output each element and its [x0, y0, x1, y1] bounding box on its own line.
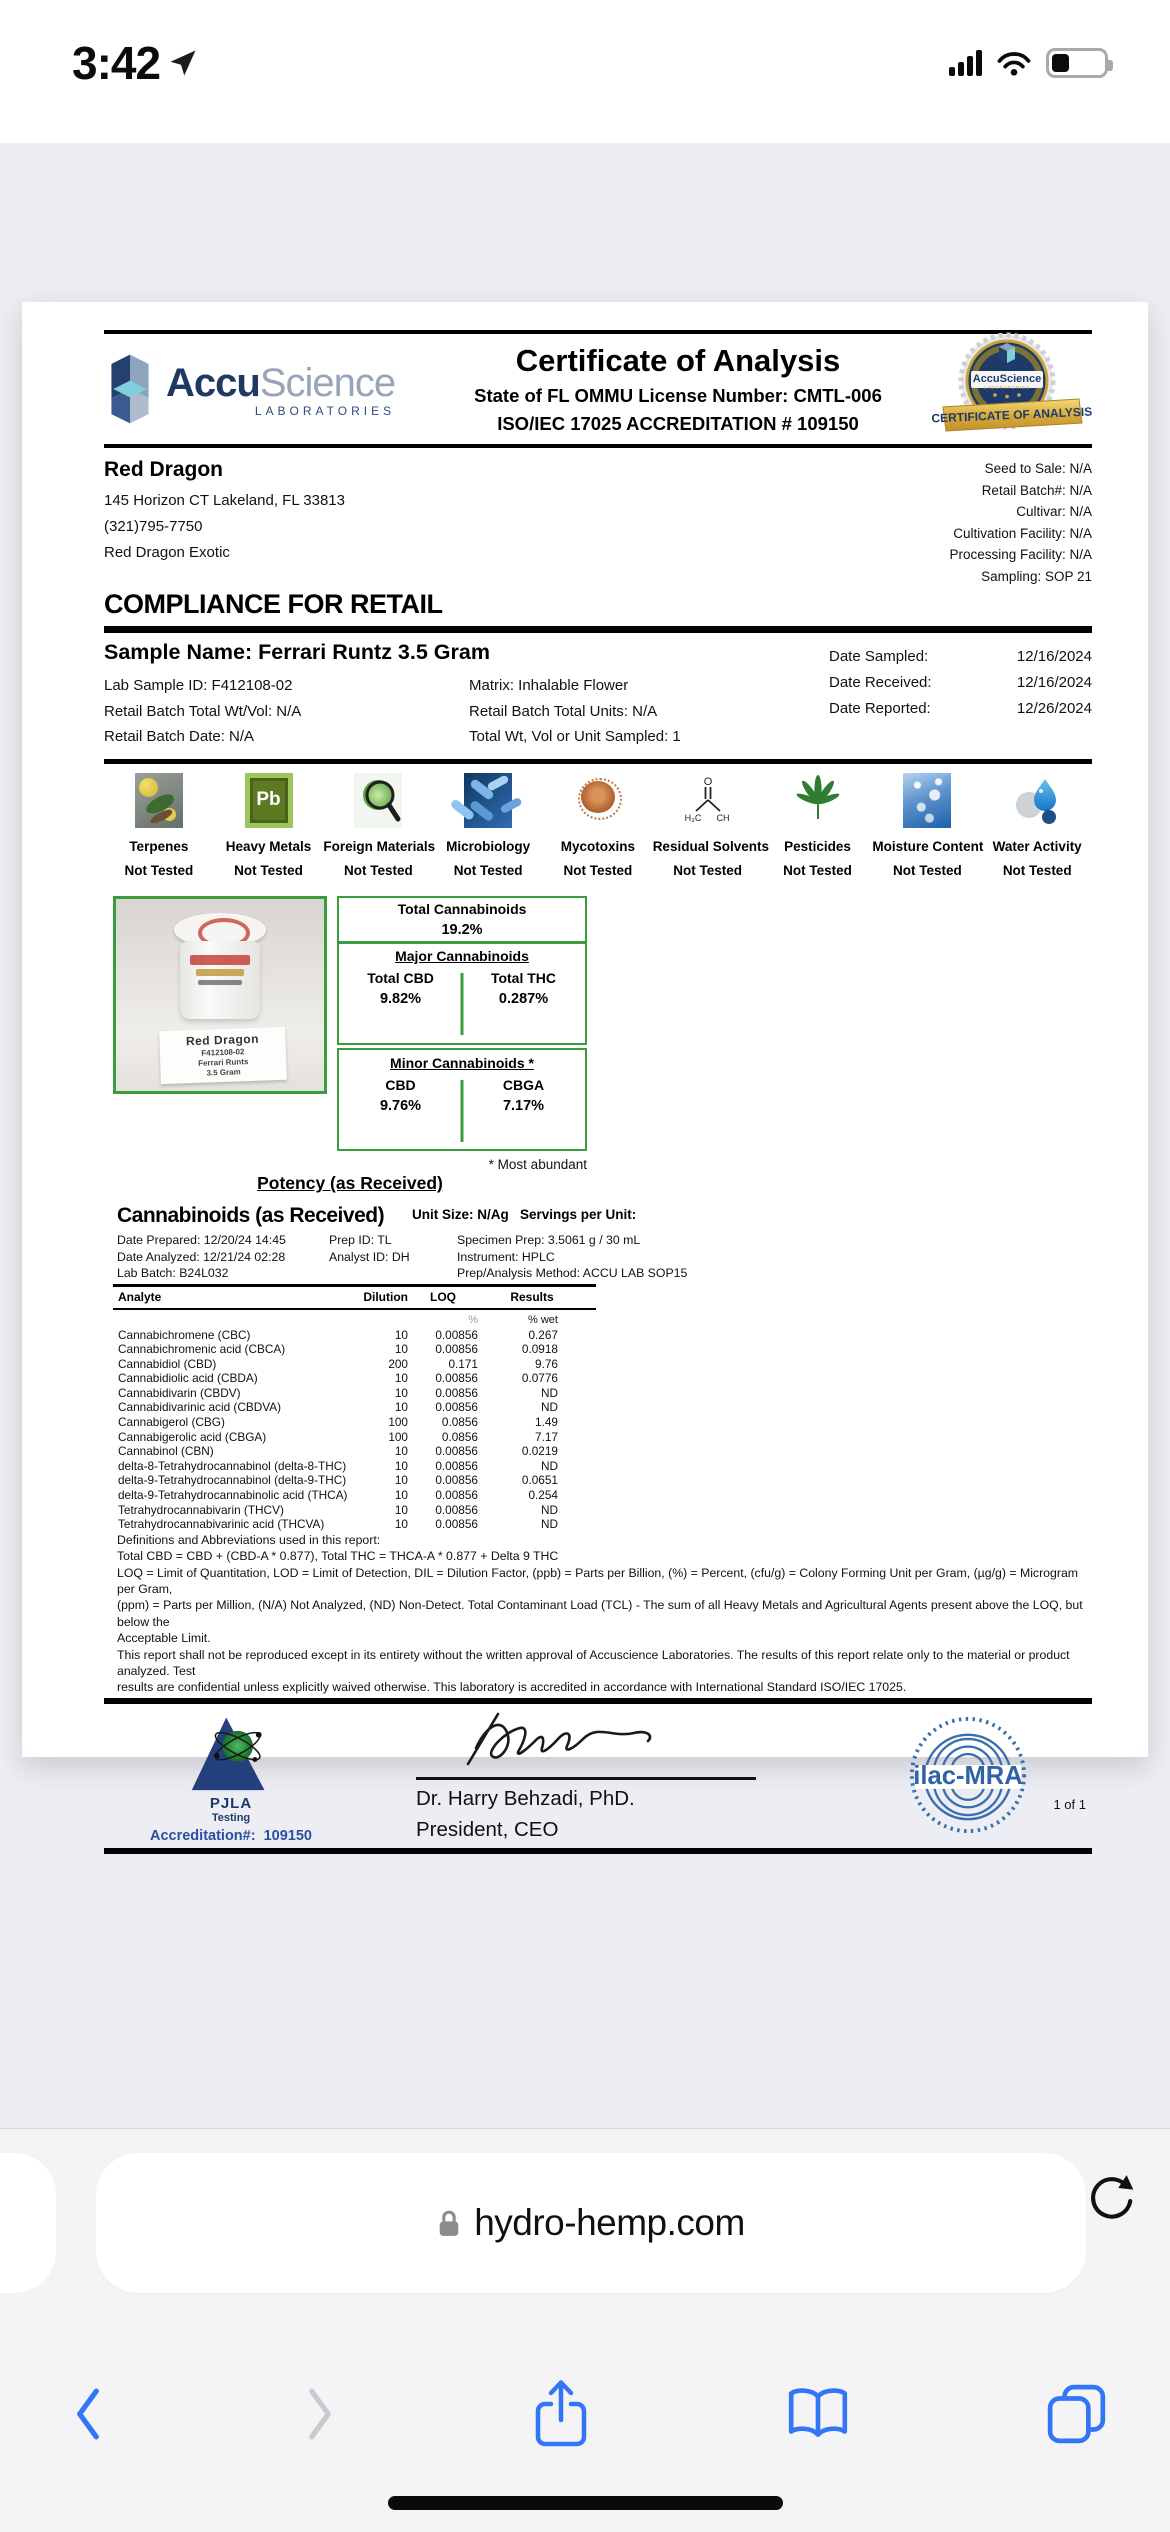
definitions-line: (ppm) = Parts per Million, (N/A) Not Analyzed, (ND) Non-Detect. Total Contaminant Load (TCL) - The sum of all Heavy Metals and Agricultural Agents present above the LOQ, but below the	[117, 1598, 1083, 1629]
test-mycotoxins: Mycotoxins Not Tested	[543, 773, 653, 878]
product-photo	[113, 896, 327, 1094]
certificate-seal-badge	[922, 333, 1092, 445]
residual-solvents-icon	[684, 773, 732, 828]
document-header	[104, 330, 1092, 448]
total-cannabinoids-box: Total Cannabinoids 19.2%	[337, 896, 587, 944]
adjacent-tab-card[interactable]	[0, 2153, 56, 2293]
client-dba: Red Dragon Exotic	[104, 544, 230, 561]
matrix: Matrix: Inhalable Flower	[469, 677, 629, 694]
test-water-activity: Water Activity Not Tested	[982, 773, 1092, 878]
test-microbiology: Microbiology Not Tested	[433, 773, 543, 878]
test-terpenes: Terpenes Not Tested	[104, 773, 214, 878]
microbiology-icon	[464, 773, 512, 828]
cannabinoids-section-title: Cannabinoids (as Received)	[117, 1204, 385, 1227]
table-row: Tetrahydrocannabivarin (THCV) 10 0.00856 ND	[118, 1502, 558, 1517]
pjla-accreditation: PJLA Testing Accreditation#: 109150	[106, 1706, 356, 1844]
forward-icon	[302, 2387, 338, 2441]
pjla-logo	[176, 1706, 286, 1794]
svg-text:H₃C: H₃C	[684, 812, 702, 823]
table-row: Cannabichromenic acid (CBCA) 10 0.00856 0.0918	[118, 1342, 558, 1357]
cbd-value: 9.76%	[379, 1098, 422, 1114]
test-heavy-metals: Pb Heavy Metals Not Tested	[214, 773, 324, 878]
heavy-metals-icon: Pb	[245, 773, 293, 828]
logo-science: Science	[259, 360, 396, 405]
client-address: 145 Horizon CT Lakeland, FL 33813	[104, 492, 345, 509]
test-foreign-materials: Foreign Materials Not Tested	[323, 773, 433, 878]
table-row: Cannabidiolic acid (CBDA) 10 0.00856 0.0776	[118, 1371, 558, 1386]
batch-detail-line: Cultivation Facility: N/A	[953, 525, 1092, 541]
bookmarks-button[interactable]	[785, 2386, 851, 2447]
svg-text:ilac-MRA: ilac-MRA	[913, 1761, 1024, 1790]
prep-id: Prep ID: TL	[329, 1233, 392, 1247]
most-abundant-note: * Most abundant	[488, 1157, 587, 1172]
sample-info	[104, 633, 1092, 764]
date-received-value: 12/16/2024	[1016, 674, 1092, 691]
table-row: Cannabigerolic acid (CBGA) 100 0.0856 7.17	[118, 1429, 558, 1444]
reload-icon	[1084, 2173, 1138, 2227]
jar-body	[180, 941, 260, 1019]
batch-detail-line: Cultivar: N/A	[1016, 504, 1092, 519]
cbga-value: 7.17%	[502, 1098, 545, 1114]
signature	[446, 1708, 726, 1770]
foreign-materials-icon	[354, 773, 402, 828]
client-name: Red Dragon	[104, 458, 224, 481]
safari-toolbar	[0, 2128, 1170, 2532]
lab-sample-id: Lab Sample ID: F412108-02	[104, 677, 293, 694]
instrument: Instrument: HPLC	[457, 1249, 555, 1264]
batch-detail-line: Processing Facility: N/A	[949, 547, 1092, 562]
document-footer	[104, 1704, 1092, 1854]
retail-batch-units: Retail Batch Total Units: N/A	[469, 702, 658, 720]
batch-detail-line: Seed to Sale: N/A	[984, 461, 1092, 476]
clock-time: 3:42	[72, 37, 161, 89]
accreditation-line: ISO/IEC 17025 ACCREDITATION # 109150	[497, 413, 859, 434]
accreditation-number: Accreditation#: 109150	[150, 1827, 312, 1844]
analyst-id: Analyst ID: DH	[329, 1249, 410, 1264]
mycotoxins-icon	[574, 773, 622, 828]
date-reported-value: 12/26/2024	[1016, 700, 1092, 717]
definitions-line: LOQ = Limit of Quantitation, LOD = Limit of Detection, DIL = Dilution Factor, (ppb) = Parts per Billion, (%) = Percent, (cfu/g) = Colony Forming Unit per Gram, (µg/g) = Microgram per Gram,	[117, 1565, 1079, 1597]
batch-detail-line: Sampling: SOP 21	[981, 568, 1092, 584]
accuscience-logo-mark	[104, 351, 156, 427]
table-header-row: Analyte Dilution LOQ Results	[113, 1287, 596, 1310]
share-icon	[533, 2378, 589, 2450]
date-reported-label: Date Reported:	[829, 700, 931, 717]
svg-text:LABORATORIES: LABORATORIES	[983, 385, 1031, 390]
table-row: Cannabidivarinic acid (CBDVA) 10 0.00856 ND	[118, 1400, 558, 1415]
share-button[interactable]	[533, 2378, 589, 2455]
table-row: Cannabidivarin (CBDV) 10 0.00856 ND	[118, 1385, 558, 1400]
svg-text:CERTIFICATE OF ANALYSIS: CERTIFICATE OF ANALYSIS	[931, 404, 1093, 426]
definitions-line: results are confidential unless explicitly waived otherwise. This laboratory is accredited in accordance with International Standard ISO/IEC 17025.	[117, 1680, 907, 1695]
definitions-line: Total CBD = CBD + (CBD-A * 0.877), Total THC = THCA-A * 0.877 + Delta 9 THC	[117, 1549, 559, 1564]
client-info	[104, 458, 345, 587]
minor-cannabinoids-box: Minor Cannabinoids * CBD 9.76% CBGA 7.17%	[337, 1048, 587, 1151]
date-prepared: Date Prepared: 12/20/24 14:45	[117, 1233, 286, 1247]
retail-batch-wtvol: Retail Batch Total Wt/Vol: N/A	[104, 702, 302, 720]
accuscience-logo	[104, 351, 434, 427]
table-row: delta-8-Tetrahydrocannabinol (delta-8-THC) 10 0.00856 ND	[118, 1458, 558, 1473]
unit-size-line: Unit Size: N/Ag Servings per Unit:	[412, 1207, 637, 1222]
tabs-icon	[1046, 2383, 1108, 2445]
total-cannabinoids-value: 19.2%	[441, 921, 483, 938]
svg-text:CH: CH	[716, 812, 730, 823]
reload-button[interactable]	[1084, 2173, 1138, 2232]
lock-icon	[437, 2208, 461, 2239]
batch-details	[949, 458, 1092, 587]
major-cannabinoids-box: Major Cannabinoids Total CBD 9.82% Total THC 0.287%	[337, 941, 587, 1045]
test-pesticides: Pesticides Not Tested	[763, 773, 873, 878]
date-sampled-label: Date Sampled:	[829, 648, 929, 665]
tabs-button[interactable]	[1046, 2383, 1108, 2450]
report-dates	[829, 640, 1092, 750]
back-icon	[70, 2387, 106, 2441]
forward-button[interactable]	[302, 2387, 338, 2446]
page-number: 1 of 1	[1053, 1796, 1086, 1812]
table-row: Cannabigerol (CBG) 100 0.0856 1.49	[118, 1415, 558, 1430]
ilac-mra-stamp	[907, 1714, 1029, 1836]
terpenes-icon	[135, 773, 183, 828]
retail-batch-date: Retail Batch Date: N/A	[104, 728, 255, 745]
table-units-row: % % wet	[468, 1313, 558, 1326]
potency-heading: Potency (as Received)	[257, 1173, 443, 1193]
signature-block	[356, 1708, 816, 1842]
document-title: Certificate of Analysis	[515, 343, 841, 378]
test-moisture-content: Moisture Content Not Tested	[872, 773, 982, 878]
cell-signal-icon	[949, 50, 982, 76]
address-bar[interactable]	[96, 2153, 1086, 2293]
test-panels	[104, 764, 1092, 882]
logo-accu: Accu	[166, 360, 260, 405]
water-activity-icon	[1013, 773, 1061, 828]
pesticides-icon	[794, 773, 842, 828]
client-phone: (321)795-7750	[104, 518, 203, 535]
batch-detail-line: Retail Batch#: N/A	[981, 482, 1092, 498]
table-row: Cannabinol (CBN) 10 0.00856 0.0219	[118, 1444, 558, 1459]
date-sampled-value: 12/16/2024	[1016, 648, 1092, 665]
table-row: Cannabichromene (CBC) 10 0.00856 0.267	[118, 1327, 558, 1342]
cannabinoids-table	[113, 1284, 596, 1532]
sample-label-card: Red Dragon F412108-02 Ferrari Runts 3.5 Gram	[159, 1026, 287, 1083]
date-received-label: Date Received:	[829, 674, 932, 691]
table-row: delta-9-Tetrahydrocannabinolic acid (THCA) 10 0.00856 0.254	[118, 1488, 558, 1503]
definitions-text	[117, 1532, 1092, 1696]
page-background[interactable]	[0, 143, 1170, 2128]
safari-nav-row	[0, 2341, 1170, 2491]
location-arrow-icon	[168, 48, 198, 78]
definitions-line: Definitions and Abbreviations used in this report:	[117, 1532, 381, 1547]
definitions-line: Acceptable Limit.	[117, 1631, 211, 1646]
total-thc-value: 0.287%	[498, 991, 549, 1007]
svg-text:AccuScience: AccuScience	[972, 373, 1042, 385]
table-row: Cannabidiol (CBD) 200 0.171 9.76	[118, 1356, 558, 1371]
license-line: State of FL OMMU License Number: CMTL-006	[474, 385, 882, 406]
home-indicator[interactable]	[388, 2496, 783, 2510]
table-row: Tetrahydrocannabivarinic acid (THCVA) 10 0.00856 ND	[118, 1517, 558, 1532]
svg-text:O: O	[703, 775, 712, 788]
signer-name: Dr. Harry Behzadi, PhD.	[416, 1786, 635, 1810]
specimen-prep: Specimen Prep: 3.5061 g / 30 mL	[457, 1233, 641, 1247]
definitions-line: This report shall not be reproduced except in its entirety without the written approval of Accuscience Laboratories. The results of this report relate only to the material or product analyzed. Test	[117, 1647, 1070, 1679]
lab-batch: Lab Batch: B24L032	[117, 1266, 229, 1280]
table-row: delta-9-Tetrahydrocannabinol (delta-9-THC) 10 0.00856 0.0651	[118, 1473, 558, 1488]
total-sampled: Total Wt, Vol or Unit Sampled: 1	[469, 728, 681, 745]
total-cbd-value: 9.82%	[379, 991, 422, 1007]
logo-laboratories: LABORATORIES	[254, 403, 396, 418]
status-bar	[0, 0, 1170, 143]
certificate-document	[22, 302, 1148, 1844]
bookmarks-icon	[785, 2386, 851, 2442]
wifi-icon	[996, 50, 1032, 77]
battery-icon	[1046, 48, 1108, 78]
url-text: hydro-hemp.com	[474, 2202, 745, 2243]
sample-name: Sample Name: Ferrari Runtz 3.5 Gram	[104, 640, 490, 664]
prep-analysis-method: Prep/Analysis Method: ACCU LAB SOP15	[457, 1266, 688, 1280]
back-button[interactable]	[70, 2387, 106, 2446]
moisture-content-icon	[903, 773, 951, 828]
signer-title: President, CEO	[416, 1817, 559, 1841]
analysis-meta	[117, 1232, 1092, 1282]
date-analyzed: Date Analyzed: 12/21/24 02:28	[117, 1249, 286, 1264]
compliance-title: COMPLIANCE FOR RETAIL	[104, 587, 1092, 633]
test-residual-solvents: O H₃C CH Residual Solvents Not Tested	[653, 773, 763, 878]
